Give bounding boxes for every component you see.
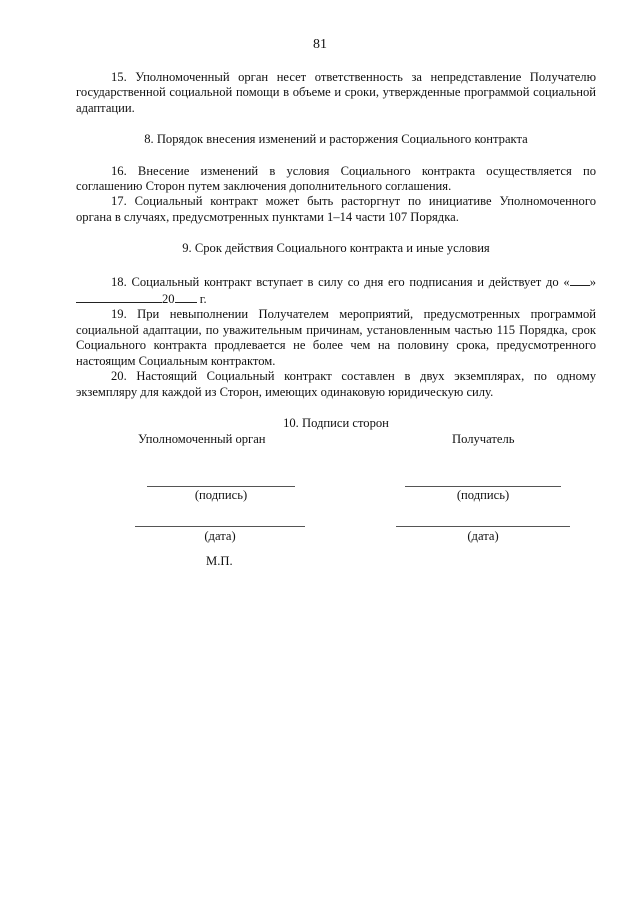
section-9-title: 9. Срок действия Социального контракта и иные условия bbox=[182, 241, 490, 256]
authority-date-line bbox=[135, 526, 305, 527]
document-body bbox=[76, 70, 596, 431]
recipient-date-line bbox=[396, 526, 570, 527]
stamp-placeholder: М.П. bbox=[206, 554, 233, 568]
paragraph-17: 17. Социальный контракт может быть расторгнут по инициативе Уполномоченного органа в случаях, предусмотренных пунктами 1–14 части 107 Порядка. bbox=[76, 194, 596, 224]
paragraph-15: 15. Уполномоченный орган несет ответственность за непредставление Получателю государственной социальной помощи в объеме и сроки, утвержденные программой социальной адаптации. bbox=[76, 70, 596, 115]
section-10-title: 10. Подписи сторон bbox=[283, 415, 389, 430]
section-8-title: 8. Порядок внесения изменений и расторжения Социального контракта bbox=[144, 132, 528, 147]
day-blank bbox=[570, 273, 590, 286]
paragraph-18-year: 20 bbox=[162, 292, 175, 307]
recipient-heading: Получатель bbox=[452, 432, 515, 446]
paragraph-18-start: 18. Социальный контракт вступает в силу со дня его подписания и действует до « bbox=[111, 274, 570, 289]
paragraph-18-mid: » bbox=[589, 274, 596, 289]
paragraph-20: 20. Настоящий Социальный контракт составлен в двух экземплярах, по одному экземпляру для каждой из Сторон, имеющих одинаковую юридическую силу. bbox=[76, 369, 596, 399]
paragraph-19: 19. При невыполнении Получателем мероприятий, предусмотренных программой социальной адаптации, по уважительным причинам, установленным частью 115 Порядка, срок Социального контракта продлевается не более чем на половину срока, предусмотренного настоящим Социальным контрактом. bbox=[76, 307, 596, 368]
authority-signature-caption: (подпись) bbox=[194, 488, 248, 502]
month-blank bbox=[76, 290, 162, 303]
authority-date-caption: (дата) bbox=[204, 529, 236, 543]
paragraph-16: 16. Внесение изменений в условия Социального контракта осуществляется по соглашению Сторон путем заключения дополнительного соглашения. bbox=[76, 163, 596, 194]
paragraph-18 bbox=[76, 273, 596, 308]
authority-signature-line bbox=[147, 486, 295, 487]
recipient-signature-caption: (подпись) bbox=[456, 488, 510, 502]
paragraph-18-end: г. bbox=[196, 292, 207, 307]
year-blank bbox=[175, 290, 197, 303]
page-number: 81 bbox=[313, 37, 327, 52]
recipient-date-caption: (дата) bbox=[467, 529, 499, 543]
authority-heading: Уполномоченный орган bbox=[138, 432, 266, 446]
recipient-signature-line bbox=[405, 486, 561, 487]
